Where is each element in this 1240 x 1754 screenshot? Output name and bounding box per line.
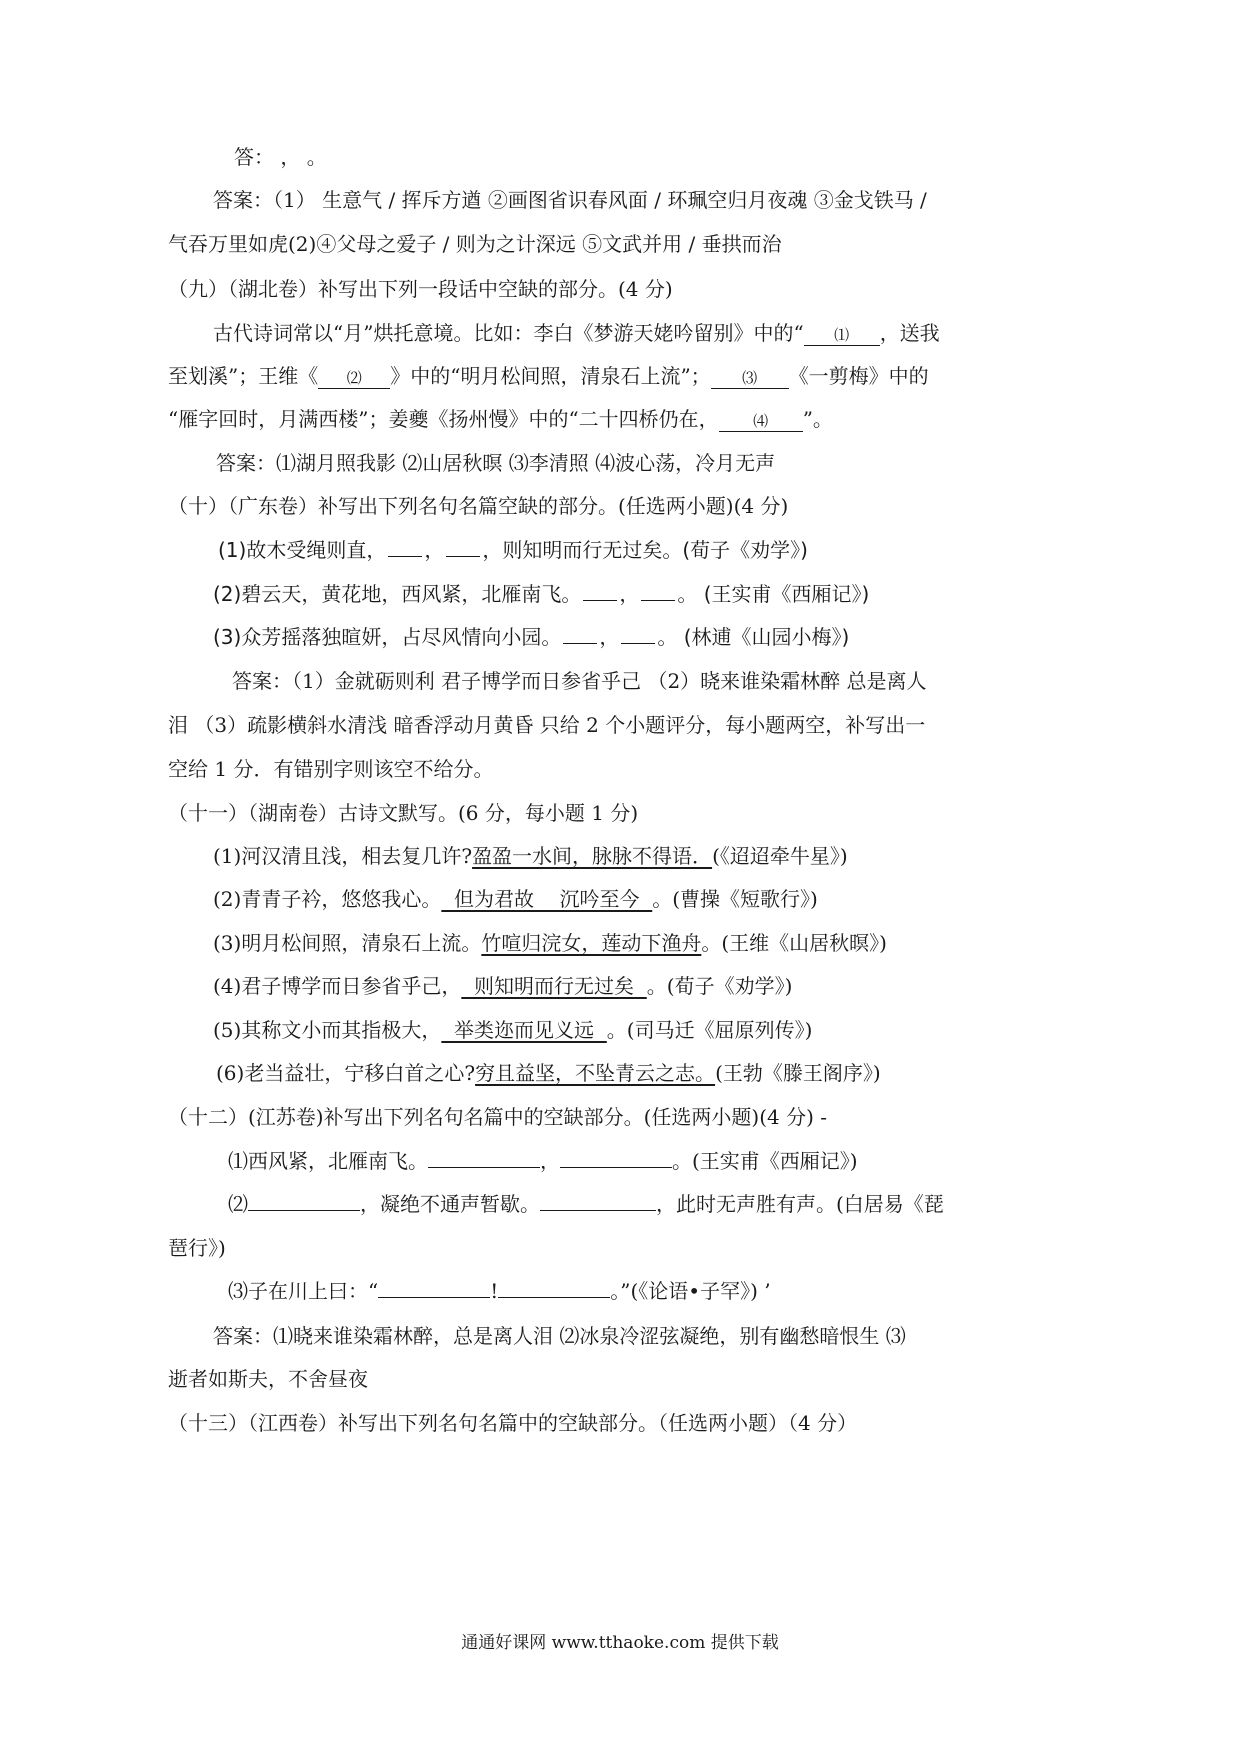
underlined-answer: 举类迩而见义远 (441, 1018, 607, 1042)
section-heading: （十一）（湖南卷）古诗文默写。(6 分，每小题 1 分) (168, 801, 639, 825)
question-text: 古代诗词常以“月”烘托意境。比如：李白《梦游天姥吟留别》中的“ ⑴ ，送我 (213, 321, 940, 345)
question-text: (4)君子博学而日参省乎己， 则知明而行无过矣 。(荀子《劝学》) (213, 974, 793, 998)
question-text: (2)碧云天，黄花地，西风紧，北雁南飞。 ， 。 (王实甫《西厢记》) (213, 582, 870, 606)
fill-blank: ⑵ (318, 368, 390, 389)
answer-text: 答案：⑴湖月照我影 ⑵山居秋暝 ⑶李清照 ⑷波心荡，冷月无声 (216, 451, 776, 475)
fill-blank (540, 1190, 656, 1211)
question-text: ⑴西风紧，北雁南飞。 ， 。(王实甫《西厢记》) (228, 1149, 858, 1173)
section-heading: （十三）（江西卷）补写出下列名句名篇中的空缺部分。（任选两小题）（4 分） (168, 1411, 858, 1435)
fill-blank (378, 1277, 490, 1298)
fill-blank (498, 1277, 610, 1298)
question-text: 琶行》) (168, 1236, 226, 1260)
question-text: (2)青青子衿，悠悠我心。 但为君故 沉吟至今 。(曹操《短歌行》) (213, 887, 818, 911)
question-text: “雁字回时，月满西楼”；姜夔《扬州慢》中的“二十四桥仍在， ⑷ ”。 (168, 407, 833, 431)
dash-blank (621, 631, 655, 644)
page-footer: 通通好课网 www.tthaoke.com 提供下载 (461, 1633, 779, 1653)
underlined-answer: 盈盈一水间，脉脉不得语． (472, 844, 713, 868)
dash-blank (388, 544, 422, 557)
fill-blank (428, 1147, 540, 1168)
question-text: ⑵ ，凝绝不通声暂歇。 ，此时无声胜有声。(白居易《琵 (228, 1192, 944, 1216)
answer-text: 答案：（1）金就砺则利 君子博学而日参省乎己 （2）晓来谁染霜林醉 总是离人 (232, 669, 927, 693)
question-text: 至划溪”；王维《 ⑵ 》中的“明月松间照，清泉石上流”； ⑶ 《一剪梅》中的 (168, 364, 929, 388)
section-heading: （十）（广东卷）补写出下列名句名篇空缺的部分。(任选两小题)(4 分) (168, 494, 789, 518)
underlined-answer: 则知明而行无过矣 (461, 974, 647, 998)
underlined-answer: 竹喧归浣女，莲动下渔舟 (481, 931, 702, 955)
underlined-answer: 但为君故 沉吟至今 (441, 887, 653, 911)
fill-blank (248, 1190, 360, 1211)
section-heading: （十二）(江苏卷)补写出下列名句名篇中的空缺部分。(任选两小题)(4 分) - (168, 1105, 828, 1129)
underlined-answer: 穷且益坚，不坠青云之志。 (475, 1061, 716, 1085)
fill-blank: ⑶ (711, 368, 789, 389)
answer-text: 气吞万里如虎(2)④父母之爱子 / 则为之计深远 ⑤文武并用 / 垂拱而治 (168, 232, 782, 256)
dash-blank (583, 588, 617, 601)
question-text: (3)明月松间照，清泉石上流。竹喧归浣女，莲动下渔舟。(王维《山居秋暝》) (213, 931, 887, 955)
dash-blank (446, 544, 480, 557)
answer-text: 答案：（1） 生意气 / 挥斥方遒 ②画图省识春风面 / 环珮空归月夜魂 ③金戈铁马 / (213, 188, 927, 212)
answer-text: 答案：⑴晓来谁染霜林醉，总是离人泪 ⑵冰泉冷涩弦凝绝，别有幽愁暗恨生 ⑶ (213, 1324, 906, 1348)
question-text: ⑶子在川上曰：“ ! 。”(《论语•子罕》) ’ (228, 1279, 771, 1303)
question-text: (5)其称文小而其指极大， 举类迩而见义远 。(司马迁《屈原列传》) (213, 1018, 813, 1042)
question-text: (1)故木受绳则直， ， ，则知明而行无过矣。(荀子《劝学》) (218, 538, 808, 562)
dash-blank (641, 588, 675, 601)
question-text: (6)老当益壮，宁移白首之心?穷且益坚，不坠青云之志。(王勃《滕王阁序》) (216, 1061, 881, 1085)
fill-blank: ⑴ (804, 325, 880, 346)
question-text: (1)河汉清且浅，相去复几许?盈盈一水间，脉脉不得语．(《迢迢牵牛星》) (213, 844, 848, 868)
answer-text: 逝者如斯夫，不舍昼夜 (168, 1367, 368, 1391)
answer-text: 空给 1 分．有错别字则该空不给分。 (168, 757, 494, 781)
dash-blank (563, 631, 597, 644)
answer-text: 泪 （3）疏影横斜水清浅 暗香浮动月黄昏 只给 2 个小题评分，每小题两空，补写出一 (168, 713, 926, 737)
fill-blank: ⑷ (719, 411, 803, 432)
fill-blank (560, 1147, 672, 1168)
question-text: (3)众芳摇落独暄妍，占尽风情向小园。 ， 。 (林逋《山园小梅》) (213, 625, 850, 649)
section-heading: （九）（湖北卷）补写出下列一段话中空缺的部分。(4 分) (168, 277, 673, 301)
answer-line: 答： ， 。 (234, 145, 327, 169)
